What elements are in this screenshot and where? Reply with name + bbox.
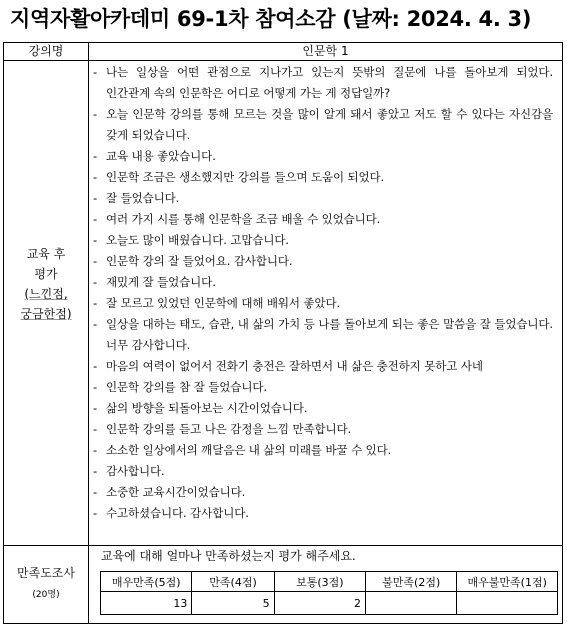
rating-count: 5 xyxy=(192,592,274,615)
comment-item: - 일상을 대하는 태도, 습관, 내 삶의 가치 등 나를 돌아보게 되는 좋은 말씀을 잘 들었습니다. 너무 감사합니다. xyxy=(89,314,557,356)
satisfaction-question: 교육에 대해 얼마나 만족하셨는지 평가 해주세요. xyxy=(101,549,356,563)
comment-item: - 오늘도 많이 배웠습니다. 고맙습니다. xyxy=(89,230,557,251)
comment-item: - 마음의 여력이 없어서 전화기 충전은 잘하면서 내 삶은 충전하지 못하고 사네 xyxy=(89,356,557,377)
comment-item: - 소중한 교육시간이었습니다. xyxy=(89,482,557,503)
comment-item: - 오늘 인문학 강의를 통해 모르는 것을 많이 알게 돼서 좋았고 저도 할 수 있다는 자신감을 갖게 되었습니다. xyxy=(89,104,557,146)
evaluation-label-line: 궁금한점) xyxy=(20,307,72,321)
course-name: 인문학 1 xyxy=(302,44,349,58)
rating-header: 매우만족(5점) xyxy=(101,572,192,592)
rating-header: 만족(4점) xyxy=(192,572,274,592)
rating-count xyxy=(457,592,558,615)
respondent-count: (20명) xyxy=(32,590,60,600)
evaluation-label-line: 교육 후 xyxy=(26,247,66,261)
rating-header: 매우불만족(1점) xyxy=(457,572,558,592)
section-divider xyxy=(4,545,562,546)
comment-item: - 인문학 조금은 생소했지만 강의를 들으며 도움이 되었다. xyxy=(89,167,557,188)
rating-count: 13 xyxy=(101,592,192,615)
rating-count xyxy=(366,592,457,615)
comment-item: - 감사합니다. xyxy=(89,461,557,482)
header-divider xyxy=(4,60,562,61)
comment-item: - 인문학 강의 잘 들었어요. 감사합니다. xyxy=(89,251,557,272)
evaluation-label xyxy=(4,244,88,324)
survey-sheet xyxy=(3,42,563,624)
comment-item: - 재밌게 잘 들었습니다. xyxy=(89,272,557,293)
document-title: 지역자활아카데미 69-1차 참여소감 (날짜: 2024. 4. 3) xyxy=(10,7,532,31)
comment-item: - 여러 가지 시를 통해 인문학을 조금 배울 수 있었습니다. xyxy=(89,209,557,230)
satisfaction-title: 만족도조사 xyxy=(17,566,75,580)
comment-item: - 삶의 방향을 되돌아보는 시간이었습니다. xyxy=(89,398,557,419)
comment-list xyxy=(89,62,557,524)
evaluation-label-line: (느낀점, xyxy=(24,287,68,301)
comment-item: - 교육 내용 좋았습니다. xyxy=(89,146,557,167)
satisfaction-value-row xyxy=(101,592,558,615)
rating-header: 불만족(2점) xyxy=(366,572,457,592)
evaluation-label-line: 평가 xyxy=(34,267,58,281)
comment-item: - 인문학 강의를 참 잘 들었습니다. xyxy=(89,377,557,398)
comment-item: - 수고하셨습니다. 감사합니다. xyxy=(89,503,557,524)
course-label: 강의명 xyxy=(28,44,64,58)
comment-item: - 인문학 강의를 듣고 나은 감정을 느낌 만족합니다. xyxy=(89,419,557,440)
rating-count: 2 xyxy=(274,592,365,615)
satisfaction-table xyxy=(100,571,558,615)
comment-item: - 잘 들었습니다. xyxy=(89,188,557,209)
comment-item: - 소소한 일상에서의 깨달음은 내 삶의 미래를 바꿀 수 있다. xyxy=(89,440,557,461)
satisfaction-label xyxy=(4,565,88,603)
satisfaction-header-row xyxy=(101,572,558,592)
comment-item: - 잘 모르고 있었던 인문학에 대해 배워서 좋았다. xyxy=(89,293,557,314)
rating-header: 보통(3점) xyxy=(274,572,365,592)
comment-item: - 나는 일상을 어떤 관점으로 지나가고 있는지 뜻밖의 질문에 나를 돌아보게 되었다. 인간관계 속의 인문학은 어디로 어떻게 가는 게 정답일까? xyxy=(89,62,557,104)
